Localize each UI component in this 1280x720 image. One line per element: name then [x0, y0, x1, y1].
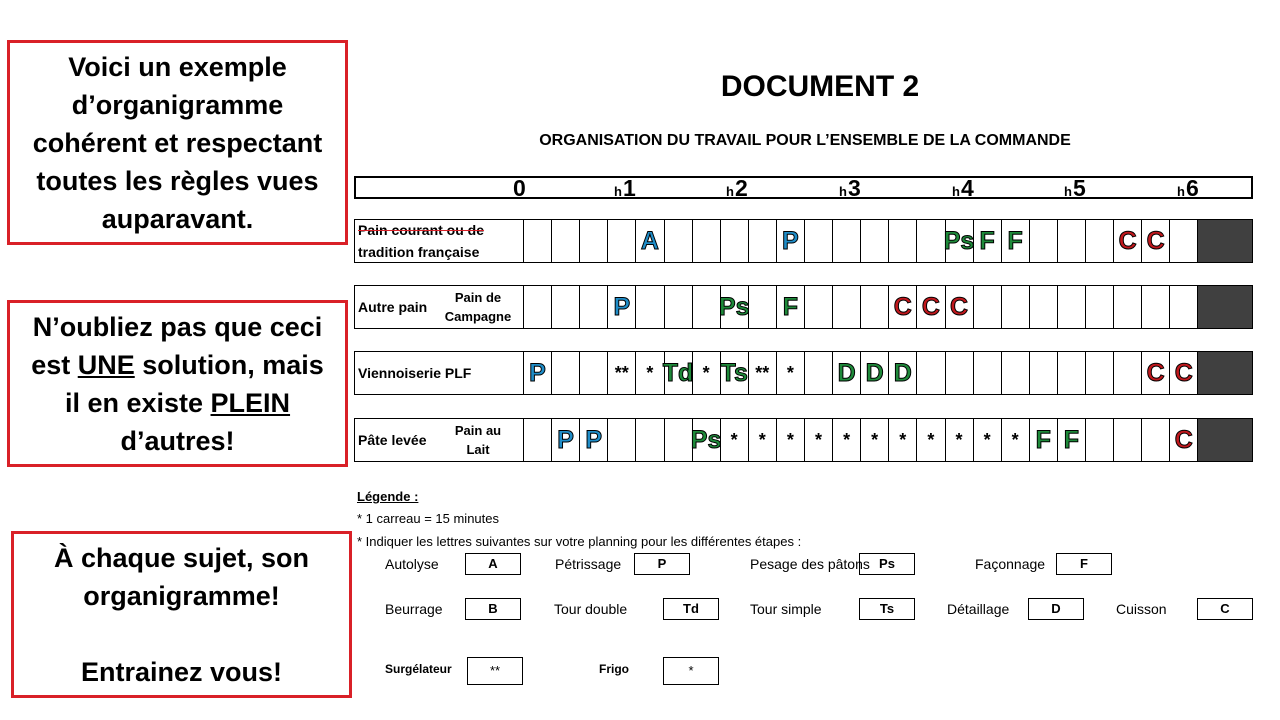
schedule-cell: [579, 419, 607, 461]
schedule-cell: [1029, 419, 1057, 461]
legend-note-scale: * 1 carreau = 15 minutes: [357, 511, 499, 526]
schedule-cell: [1113, 352, 1141, 394]
step-mark: C: [893, 292, 912, 321]
step-mark: *: [955, 429, 963, 450]
note-line: est UNE solution, mais: [31, 349, 324, 380]
legend-item-code: A: [465, 553, 521, 575]
note-solution-box: [7, 300, 348, 467]
schedule-cell: [916, 419, 944, 461]
note-line: organigramme!: [83, 580, 280, 611]
hours-header: [354, 176, 1253, 199]
schedule-cell: [888, 286, 916, 328]
legend-item-code: D: [1028, 598, 1084, 620]
schedule-row: [354, 418, 1253, 462]
schedule-cell: [945, 352, 973, 394]
schedule-cell: [523, 286, 551, 328]
schedule-cell: [1169, 286, 1197, 328]
schedule-row: [354, 219, 1253, 263]
step-mark: *: [843, 429, 851, 450]
step-mark: D: [865, 358, 884, 387]
schedule-cell: [1113, 419, 1141, 461]
schedule-cell: [523, 352, 551, 394]
schedule-cell: [692, 352, 720, 394]
schedule-cell: [551, 419, 579, 461]
step-mark: F: [782, 292, 799, 321]
step-mark: C: [1174, 425, 1193, 454]
step-mark: *: [758, 429, 766, 450]
legend-item-name: Surgélateur: [385, 662, 452, 676]
step-mark: C: [1174, 358, 1193, 387]
step-mark: *: [646, 362, 654, 383]
schedule-cell: [832, 352, 860, 394]
schedule-cell: [832, 220, 860, 262]
schedule-cell: [579, 286, 607, 328]
row-label-line1: Pain courant ou de: [358, 222, 485, 238]
step-mark: Ps: [690, 425, 722, 454]
schedule-cell: [1001, 286, 1029, 328]
row-label-main: Pâte levée: [358, 432, 427, 448]
step-mark: P: [557, 425, 574, 454]
schedule-cell: [888, 419, 916, 461]
legend-item-name: Pétrissage: [555, 556, 622, 572]
schedule-cell: [804, 220, 832, 262]
step-mark: Ps: [718, 292, 750, 321]
schedule-cell: [1029, 220, 1057, 262]
schedule-cell: [635, 286, 663, 328]
schedule-cell: [748, 286, 776, 328]
note-line: cohérent et respectant: [32, 127, 323, 158]
step-mark: *: [730, 429, 738, 450]
schedule-cell: [973, 286, 1001, 328]
step-mark: C: [949, 292, 969, 321]
schedule-cell: [1169, 352, 1197, 394]
step-mark: C: [1146, 358, 1165, 387]
hour-label: h1: [614, 175, 636, 201]
schedule-cell: [1057, 419, 1085, 461]
schedule-cell: [1141, 286, 1169, 328]
legend-item-name: Cuisson: [1116, 601, 1167, 617]
schedule-row: [354, 351, 1253, 395]
schedule-cell: [804, 286, 832, 328]
legend-item-code: F: [1056, 553, 1112, 575]
note-example-box: [7, 40, 348, 245]
schedule-cell: [720, 419, 748, 461]
schedule-cell: [720, 352, 748, 394]
document-title: DOCUMENT 2: [720, 70, 920, 103]
schedule-cell: [916, 220, 944, 262]
document-subtitle: ORGANISATION DU TRAVAIL POUR L’ENSEMBLE DE LA COMMANDE: [539, 132, 1071, 149]
schedule-cell: [832, 286, 860, 328]
schedule-cell: [804, 352, 832, 394]
row-label-main: Autre pain: [358, 299, 428, 315]
step-mark: **: [614, 362, 629, 383]
row-label: [355, 220, 523, 262]
schedule-cell: [1113, 286, 1141, 328]
schedule-cell: [1057, 352, 1085, 394]
schedule-cell: [916, 286, 944, 328]
schedule-cell: [916, 352, 944, 394]
step-mark: D: [893, 358, 912, 387]
schedule-cell: [607, 419, 635, 461]
hour-label: h2: [726, 175, 748, 201]
row-label-line2: tradition française: [358, 244, 480, 260]
schedule-cell: [748, 220, 776, 262]
schedule-cell: [1029, 352, 1057, 394]
end-cell: [1197, 286, 1252, 328]
step-mark: C: [1146, 226, 1165, 255]
step-mark: *: [927, 429, 935, 450]
row-label-main: Viennoiserie PLF: [358, 365, 472, 381]
legend-title: Légende :: [357, 489, 419, 504]
schedule-cell: [832, 419, 860, 461]
note-line: d’autres!: [120, 425, 235, 456]
legend-note-letters: * Indiquer les lettres suivantes sur votre planning pour les différentes étapes :: [357, 534, 802, 549]
schedule-row: [354, 285, 1253, 329]
legend-item-name: Façonnage: [975, 556, 1046, 572]
schedule-cell: [973, 419, 1001, 461]
schedule-cell: [720, 286, 748, 328]
legend-item-code: Ps: [859, 553, 915, 575]
schedule-cell: [1141, 220, 1169, 262]
legend-item-name: Beurrage: [385, 601, 443, 617]
step-mark: *: [814, 429, 822, 450]
schedule-cell: [748, 352, 776, 394]
hour-label: h5: [1064, 175, 1086, 201]
schedule-cell: [551, 286, 579, 328]
schedule-cell: [1169, 220, 1197, 262]
schedule-cell: [1001, 220, 1029, 262]
schedule-cell: [635, 220, 663, 262]
schedule-cell: [1169, 419, 1197, 461]
step-mark: A: [640, 226, 659, 255]
step-mark: *: [702, 362, 710, 383]
schedule-cell: [1085, 352, 1113, 394]
schedule-cell: [635, 419, 663, 461]
step-mark: *: [899, 429, 907, 450]
schedule-cell: [776, 419, 804, 461]
step-mark: *: [871, 429, 879, 450]
legend-item-name: Détaillage: [947, 601, 1010, 617]
schedule-cell: [973, 220, 1001, 262]
schedule-cell: [692, 286, 720, 328]
schedule-cell: [748, 419, 776, 461]
legend-item-code: C: [1197, 598, 1253, 620]
schedule-cell: [607, 352, 635, 394]
schedule-cell: [860, 286, 888, 328]
schedule-cell: [776, 220, 804, 262]
schedule-cell: [860, 220, 888, 262]
legend-item-code: *: [663, 657, 719, 685]
note-line: il en existe PLEIN: [64, 387, 291, 418]
schedule-cell: [720, 220, 748, 262]
schedule-cell: [1141, 419, 1169, 461]
schedule-cell: [551, 352, 579, 394]
row-label-sub: Pain au Lait: [454, 423, 502, 457]
note-line: Voici un exemple: [68, 51, 287, 82]
step-mark: P: [782, 226, 799, 255]
step-mark: F: [1007, 226, 1023, 255]
legend-item-name: Tour simple: [750, 601, 822, 617]
legend-item-name: Frigo: [599, 662, 629, 676]
end-cell: [1197, 352, 1252, 394]
schedule-cell: [664, 220, 692, 262]
hour-label: h3: [839, 175, 861, 201]
legend-item-code: B: [465, 598, 521, 620]
step-mark: *: [786, 362, 794, 383]
end-cell: [1197, 419, 1252, 461]
schedule-cell: [776, 286, 804, 328]
step-mark: C: [1118, 226, 1137, 255]
schedule-cell: [1001, 352, 1029, 394]
note-practice-box: [11, 531, 352, 698]
legend-item-name: Pesage des pâtons: [750, 556, 870, 572]
legend-item-name: Tour double: [554, 601, 628, 617]
note-line: Entrainez vous!: [80, 656, 283, 687]
step-mark: *: [786, 429, 794, 450]
schedule-cell: [692, 220, 720, 262]
schedule-cell: [945, 419, 973, 461]
schedule-cell: [945, 220, 973, 262]
schedule-cell: [945, 286, 973, 328]
schedule-cell: [1057, 286, 1085, 328]
row-label: [355, 286, 523, 328]
schedule-cell: [635, 352, 663, 394]
note-line: toutes les règles vues: [36, 165, 319, 196]
schedule-cell: [1085, 286, 1113, 328]
step-mark: **: [755, 362, 770, 383]
step-mark: F: [1035, 425, 1051, 454]
step-mark: D: [837, 358, 856, 387]
step-mark: *: [983, 429, 991, 450]
schedule-cell: [888, 352, 916, 394]
hour-label: h4: [952, 175, 974, 201]
step-mark: *: [1011, 429, 1019, 450]
note-line: N’oubliez pas que ceci: [32, 311, 323, 342]
step-mark: Ts: [720, 358, 748, 387]
row-label-sub: Pain de Campagne: [444, 290, 512, 324]
schedule-cell: [860, 352, 888, 394]
schedule-cell: [1085, 220, 1113, 262]
step-mark: F: [979, 226, 995, 255]
step-mark: P: [585, 425, 603, 454]
hour-label: h6: [1177, 175, 1199, 201]
legend-item-code: P: [634, 553, 690, 575]
schedule-cell: [579, 220, 607, 262]
note-line: À chaque sujet, son: [53, 542, 310, 573]
schedule-cell: [607, 286, 635, 328]
schedule-cell: [973, 352, 1001, 394]
schedule-cell: [1113, 220, 1141, 262]
end-cell: [1197, 220, 1252, 262]
schedule-cell: [664, 419, 692, 461]
step-mark: C: [921, 292, 940, 321]
row-label: [355, 352, 523, 394]
step-mark: P: [529, 358, 546, 387]
schedule-cell: [664, 286, 692, 328]
schedule-cell: [664, 352, 692, 394]
legend-item-code: Td: [663, 598, 719, 620]
schedule-cell: [692, 419, 720, 461]
hour-label: 0: [513, 175, 526, 201]
legend-item-name: Autolyse: [385, 556, 439, 572]
schedule-cell: [607, 220, 635, 262]
note-line: auparavant.: [101, 203, 254, 234]
schedule-cell: [551, 220, 579, 262]
schedule-cell: [523, 220, 551, 262]
step-mark: P: [613, 292, 631, 321]
note-line: d’organigramme: [71, 89, 284, 120]
schedule-cell: [523, 419, 551, 461]
row-label: [355, 419, 523, 461]
schedule-cell: [860, 419, 888, 461]
step-mark: Td: [662, 358, 694, 387]
schedule-cell: [579, 352, 607, 394]
schedule-cell: [776, 352, 804, 394]
step-mark: F: [1063, 425, 1080, 454]
legend-item-code: Ts: [859, 598, 915, 620]
schedule-cell: [888, 220, 916, 262]
schedule-cell: [1057, 220, 1085, 262]
schedule-cell: [804, 419, 832, 461]
schedule-cell: [1029, 286, 1057, 328]
legend-item-code: **: [467, 657, 523, 685]
step-mark: Ps: [943, 226, 975, 255]
schedule-cell: [1085, 419, 1113, 461]
schedule-cell: [1141, 352, 1169, 394]
schedule-cell: [1001, 419, 1029, 461]
